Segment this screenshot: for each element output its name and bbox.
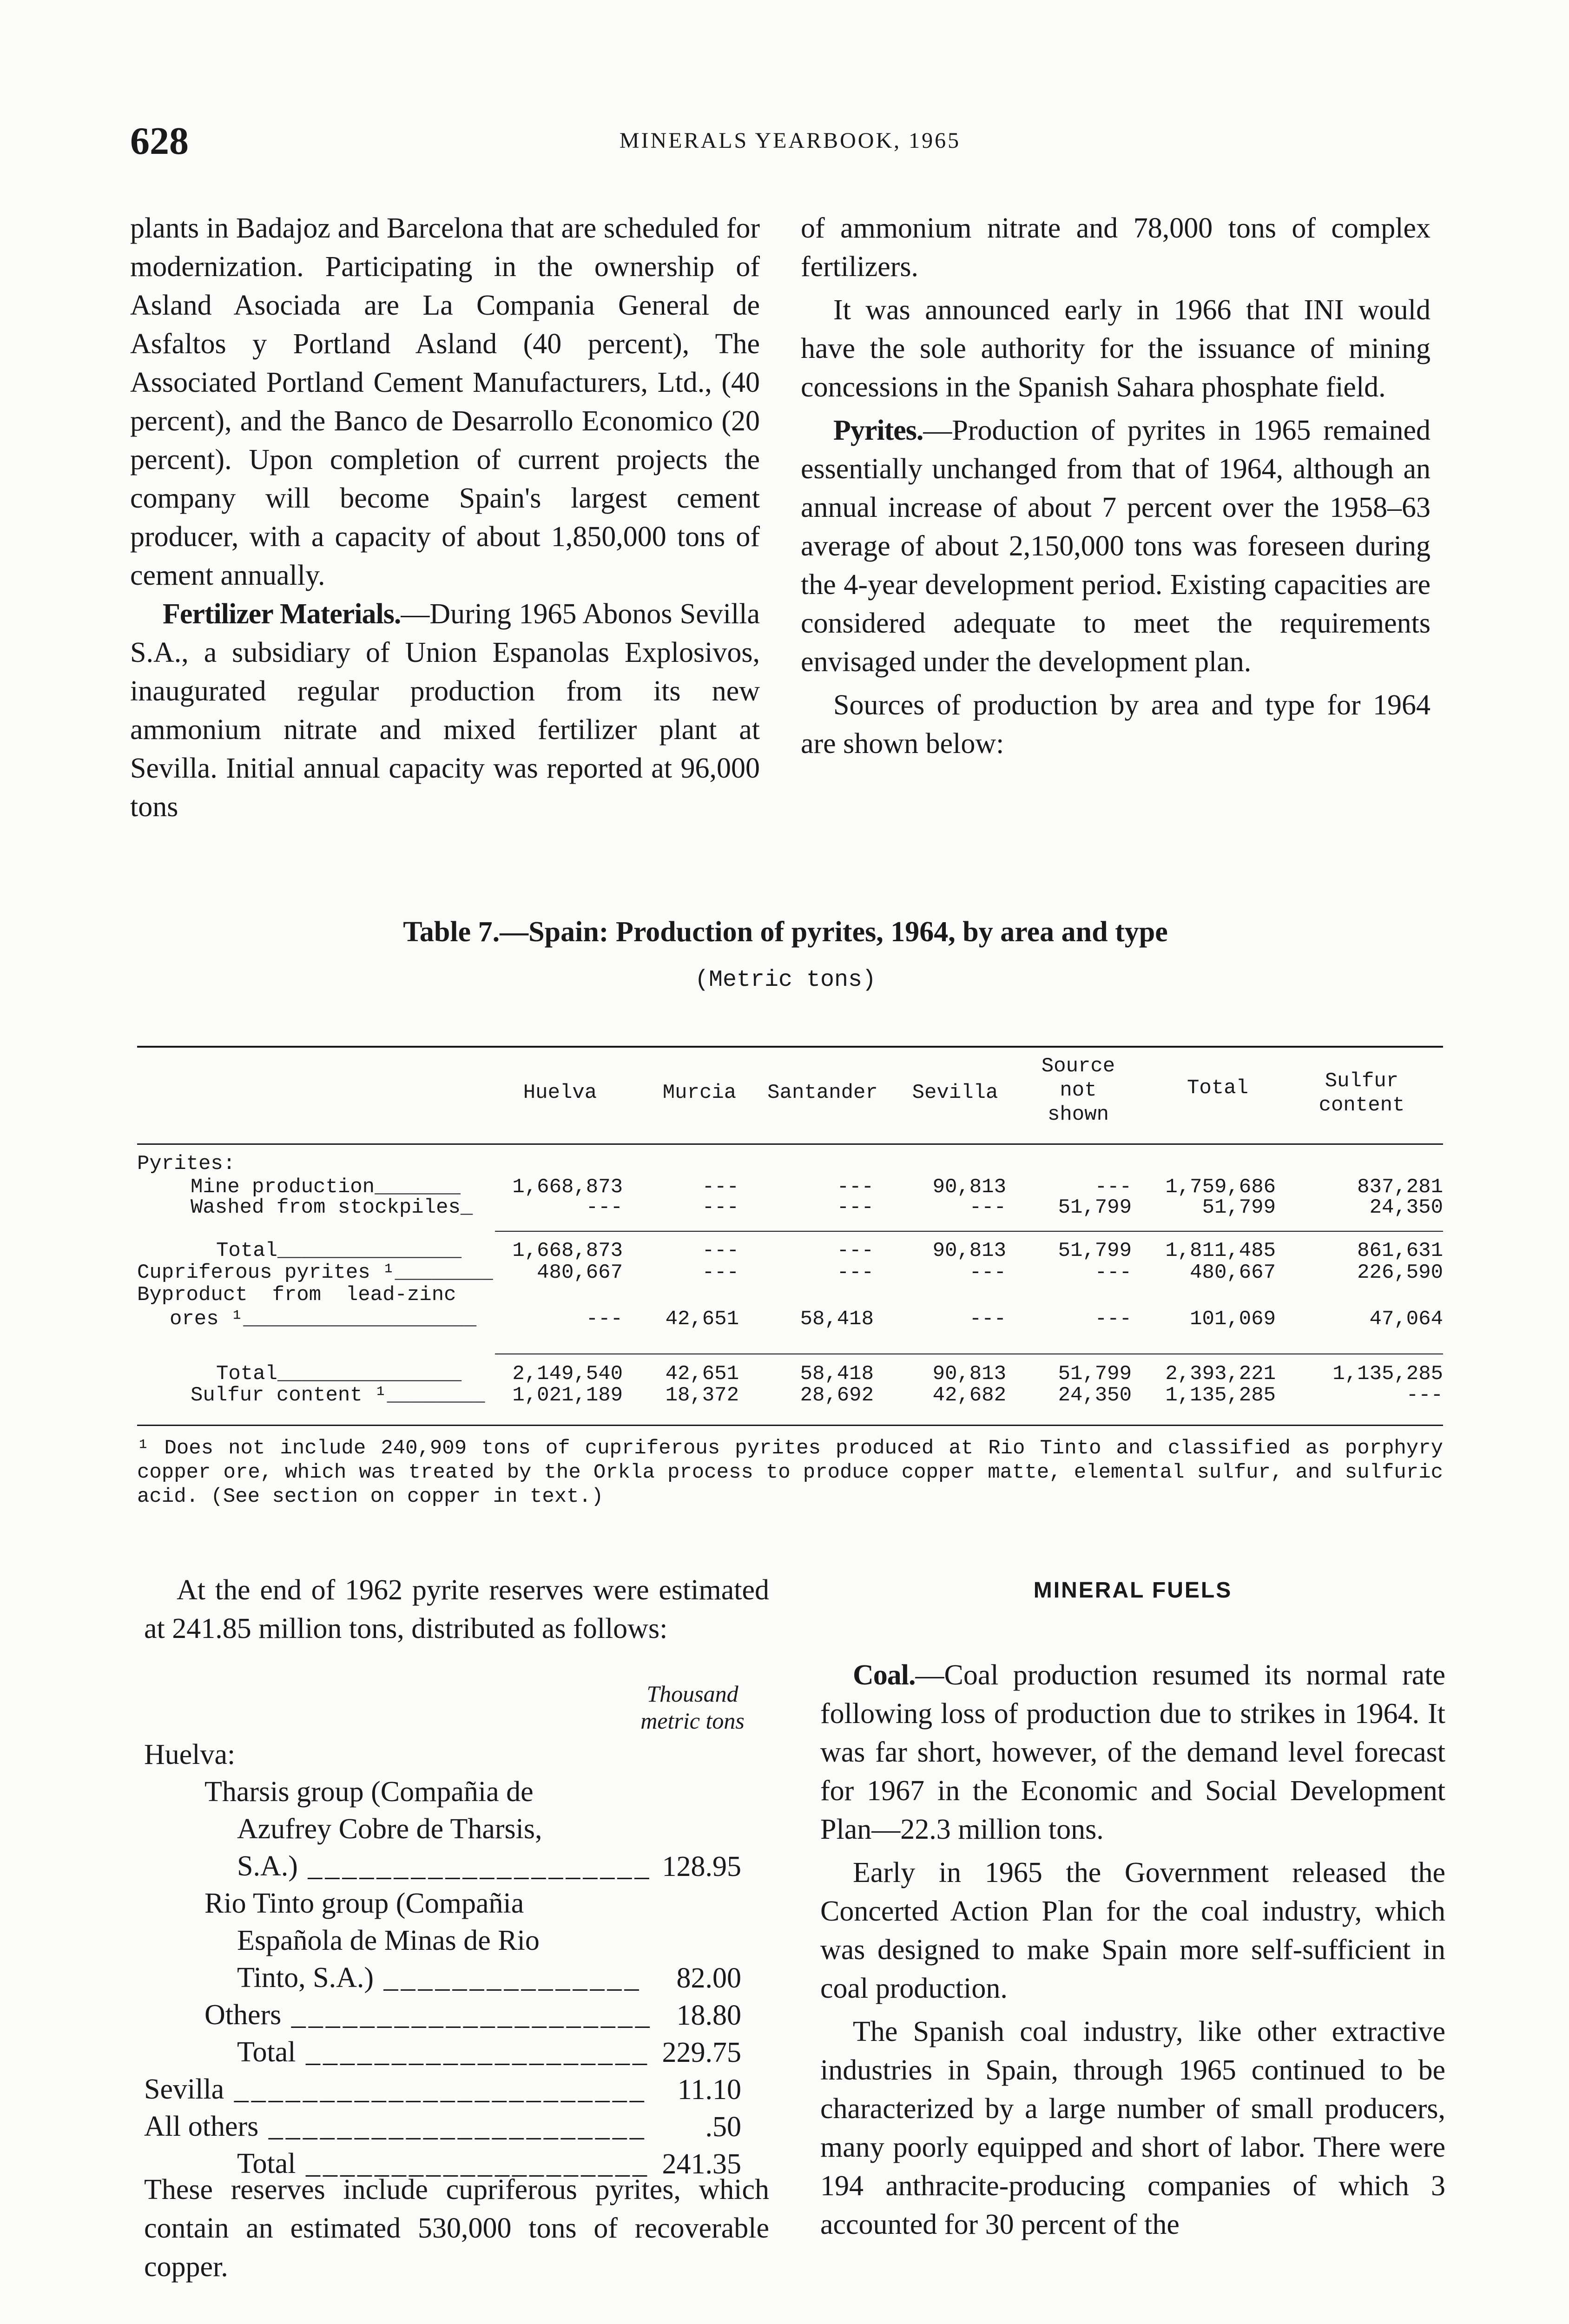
reserves-label: Tharsis group (Compañia de [204,1776,534,1808]
reserves-label: Rio Tinto group (Compañia [204,1888,524,1919]
table-cell: 226,590 [1357,1261,1443,1284]
table-cell: 90,813 [932,1239,1006,1262]
table-cell: --- [837,1196,874,1219]
header-line: shown [1047,1103,1109,1126]
row-label: ores ¹___________________ [170,1307,477,1331]
table-cell: 47,064 [1369,1307,1443,1331]
table-cell: 90,813 [932,1175,1006,1199]
table-cell: --- [702,1261,739,1284]
row-label: Washed from stockpiles_ [191,1196,473,1219]
text-column-top-right [801,209,1431,763]
row-label: Mine production_______ [191,1175,461,1199]
table-cell: 2,149,540 [512,1362,623,1386]
col-header-sulfur [1292,1069,1431,1117]
row-label: Sulfur content ¹________ [191,1384,485,1407]
page-number: 628 [130,119,189,163]
dot-leader: ____________________ [297,1850,652,1882]
reserves-row [144,1736,235,1773]
table-cell: 1,811,485 [1165,1239,1276,1262]
table-cell: --- [1406,1384,1443,1407]
reserves-unit-heading [616,1680,769,1734]
table-cell: 51,799 [1058,1196,1132,1219]
paragraph-text: —Production of pyrites in 1965 remained essentially unchanged from that of 1964, although an annual increase of about 7 percent over the 1958–63 average of about 2,150,000 tons was foreseen during the 4-year development period. Existing capacities are considered adequate to meet the requirements envisaged under the development plan. [801,415,1431,678]
table-subtitle: (Metric tons) [694,967,877,993]
table-cell: 861,631 [1357,1239,1443,1262]
reserves-value: 241.35 [662,2148,741,2180]
paragraph: It was announced early in 1966 that INI would have the sole authority for the issuance of mining concessions in the Spanish Sahara phosphate field. [801,294,1431,403]
table-rule-top [137,1046,1443,1048]
reserves-row [144,2071,647,2108]
col-header-santander: Santander [767,1081,878,1104]
reserves-value: 128.95 [662,1851,741,1882]
header-line: content [1318,1094,1405,1117]
dot-leader: ________________________ [224,2073,647,2105]
row-label: Cupriferous pyrites ¹________ [137,1261,493,1284]
table-cell: 2,393,221 [1165,1362,1276,1386]
reserves-row [237,1922,540,1959]
reserves-label: Sevilla [144,2073,224,2105]
table-cell: --- [837,1239,874,1262]
table-cell: --- [1094,1261,1132,1284]
table-cell: --- [1094,1175,1132,1199]
col-header-sevilla: Sevilla [912,1081,998,1104]
table-cell: 1,668,873 [512,1239,623,1262]
table-cell: 28,692 [800,1384,874,1407]
dot-leader: _____________________ [281,1999,653,2031]
table-cell: 42,651 [665,1307,739,1331]
reserves-label: Azufrey Cobre de Tharsis, [237,1813,542,1845]
paragraph-text: —During 1965 Abonos Sevilla S.A., a subsidiary of Union Espanolas Explosivos, inaugurated regular production from its new ammonium nitrate and mixed fertilizer plant at Sevilla. Initial annual capacity was reported at 96,000 tons [130,598,760,823]
table-cell: 1,759,686 [1165,1175,1276,1199]
table-cell: 58,418 [800,1362,874,1386]
dot-leader: ____________________ [296,2036,650,2068]
reserves-value: 11.10 [677,2074,741,2106]
table-cell: 42,651 [665,1362,739,1386]
table-cell: 58,418 [800,1307,874,1331]
col-header-total: Total [1187,1076,1249,1100]
reserves-label: Total [237,2036,296,2068]
table-cell: 51,799 [1202,1196,1276,1219]
table-cell: 480,667 [537,1261,623,1284]
reserves-value: 82.00 [676,1962,741,1994]
table-rule-header [137,1143,1443,1145]
table-cell: 101,069 [1190,1307,1276,1331]
paragraph: Sources of production by area and type for 1964 are shown below: [801,689,1431,759]
reserves-row [237,1848,652,1885]
run-in-heading: Coal. [853,1659,916,1691]
paragraph-text: —Coal production resumed its normal rate following loss of production due to strikes in 1964. It was far short, however, of the demand level forecast for 1967 in the Economic and Social Development Plan—22.3 million tons. [820,1659,1445,1845]
table-footnote: ¹ Does not include 240,909 tons of cupriferous pyrites produced at Rio Tinto and classified as porphyry copper ore, which was treated by the Orkla process to produce copper matte, elemental sulfur, and sulfuric acid. (See section on copper in text.) [137,1437,1443,1508]
col-header-murcia: Murcia [662,1081,737,1104]
text-column-top-left [130,209,760,826]
reserves-row [237,2034,650,2071]
table-cell: 18,372 [665,1384,739,1407]
reserves-value: .50 [705,2111,741,2143]
table-cell: --- [969,1307,1006,1331]
table-cell: --- [837,1175,874,1199]
reserves-row [204,1773,534,1810]
table-cell: 42,682 [932,1384,1006,1407]
table-cell: --- [702,1175,739,1199]
subtotal-rule [495,1353,1443,1354]
table-cell: 480,667 [1190,1261,1276,1284]
table-cell: 51,799 [1058,1362,1132,1386]
section-heading: MINERAL FUELS [1033,1578,1233,1603]
table-cell: --- [969,1261,1006,1284]
reserves-row [237,1959,642,1996]
header-line: not [1060,1079,1097,1102]
reserves-label: Española de Minas de Rio [237,1925,540,1956]
reserves-label: Huelva: [144,1739,236,1770]
header-line: Sulfur [1325,1070,1399,1093]
table-cell: 1,021,189 [512,1384,623,1407]
unit-line: metric tons [640,1708,745,1734]
reserves-row [144,2108,647,2145]
unit-line: Thousand [646,1681,738,1707]
reserves-label: Others [204,1999,282,2031]
paragraph: At the end of 1962 pyrite reserves were estimated at 241.85 million tons, distributed as follows: [144,1574,769,1644]
table-title: Table 7.—Spain: Production of pyrites, 1964, by area and type [403,916,1168,948]
table-cell: --- [837,1261,874,1284]
running-title: MINERALS YEARBOOK, 1965 [619,128,961,153]
dot-leader: ____________________ [296,2148,650,2179]
table-rule-bottom [137,1425,1443,1426]
table-cell: --- [702,1239,739,1262]
table-cell: --- [586,1307,623,1331]
paragraph: Early in 1965 the Government released the Concerted Action Plan for the coal industry, which was designed to make Spain more self-sufficient in coal production. [820,1857,1445,2004]
group-label: Pyrites: [137,1152,236,1175]
text-column-bottom-left [144,1571,769,2296]
reserves-label: Total [237,2148,296,2179]
row-label: Total_______________ [216,1362,462,1386]
table-cell: 1,135,285 [1165,1384,1276,1407]
text-column-bottom-right [820,1571,1445,2244]
table-cell: 1,668,873 [512,1175,623,1199]
table-cell: --- [969,1196,1006,1219]
paragraph [801,411,1431,681]
table-cell: --- [702,1196,739,1219]
table-cell: 24,350 [1369,1196,1443,1219]
col-header-source [1009,1054,1148,1127]
reserves-row [204,1885,524,1922]
paragraph: of ammonium nitrate and 78,000 tons of complex fertilizers. [801,212,1431,283]
paragraph: These reserves include cupriferous pyrites, which contain an estimated 530,000 tons of recoverable copper. [144,2174,769,2283]
paragraph [130,595,760,826]
header-line: Source [1041,1055,1115,1078]
run-in-heading: Pyrites. [833,415,923,446]
table-cell: 24,350 [1058,1384,1132,1407]
subtotal-rule [495,1231,1443,1232]
table-cell: --- [1094,1307,1132,1331]
run-in-heading: Fertilizer Materials. [163,598,401,630]
table-cell: 51,799 [1058,1239,1132,1262]
reserves-label: All others [144,2111,259,2142]
table-cell: 837,281 [1357,1175,1443,1199]
row-label: Total_______________ [216,1239,462,1262]
dot-leader: _______________ [374,1962,642,1994]
row-label: Byproduct from lead-zinc [137,1283,456,1307]
reserves-value: 18.80 [676,2000,741,2031]
dot-leader: ______________________ [258,2111,647,2142]
paragraph: The Spanish coal industry, like other extractive industries in Spain, through 1965 continued to be characterized by a large number of small producers, many poorly equipped and short of labor. There were 194 anthracite-producing companies of which 3 accounted for 30 percent of the [820,2016,1445,2240]
paragraph [820,1656,1445,1849]
reserves-label: Tinto, S.A.) [237,1962,374,1994]
col-header-huelva: Huelva [523,1081,597,1104]
table-cell: 90,813 [932,1362,1006,1386]
table-cell: --- [586,1196,623,1219]
table-cell: 1,135,285 [1332,1362,1443,1386]
reserves-row [237,1810,542,1848]
reserves-value: 229.75 [662,2037,741,2068]
reserves-row [204,1996,653,2034]
reserves-label: S.A.) [237,1850,298,1882]
paragraph: plants in Badajoz and Barcelona that are scheduled for modernization. Participating in the ownership of Asland Asociada are La Compania General de Asfaltos y Portland Asland (40 percent), The Associated Portland Cement Manufacturers, Ltd., (40 percent), and the Banco de Desarrollo Economico (20 percent). Upon completion of current projects the company will become Spain's largest cement producer, with a capacity of about 1,850,000 tons of cement annually. [130,212,760,591]
